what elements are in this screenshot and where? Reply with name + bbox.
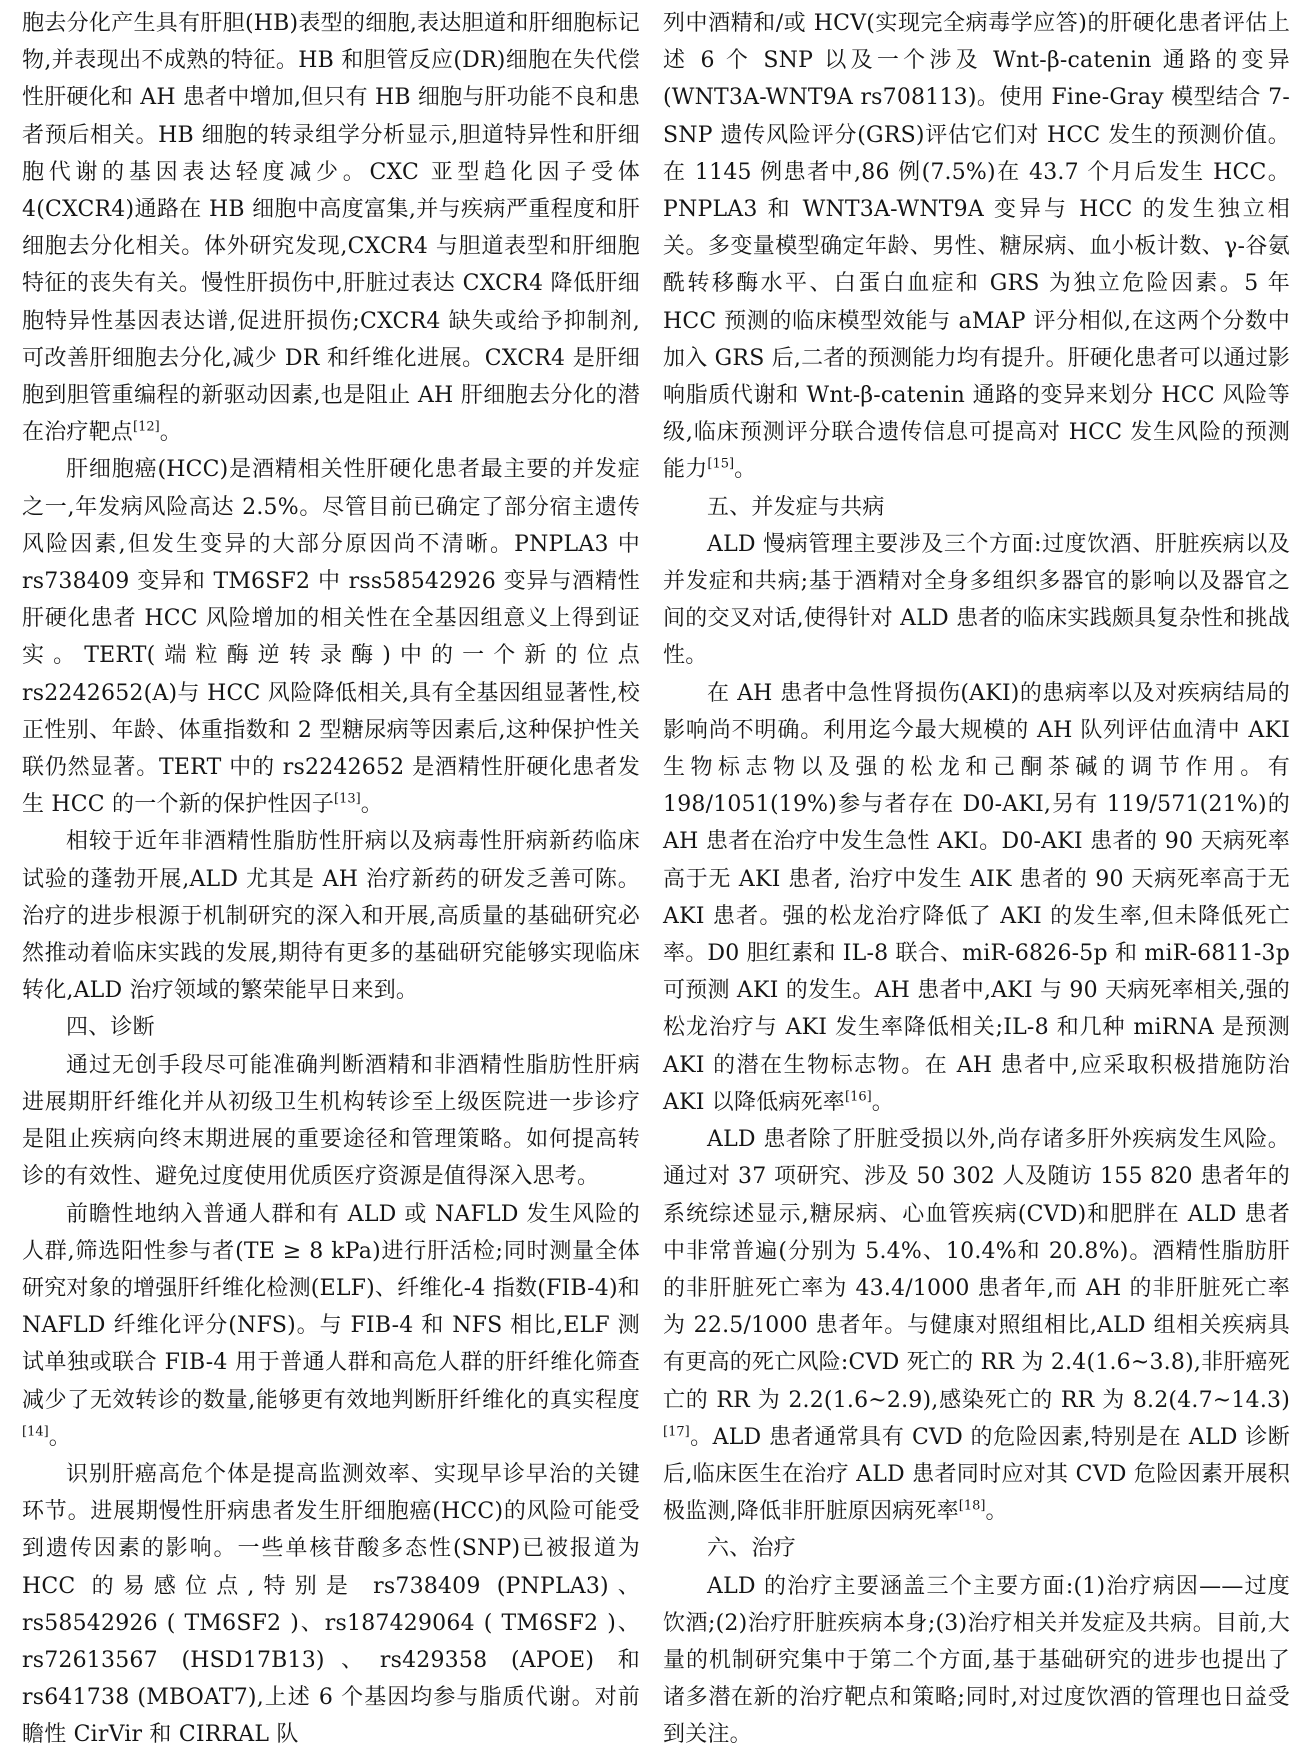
- text-run: 六、治疗: [707, 1536, 796, 1562]
- paragraph: [663, 526, 1290, 675]
- text-run: 。: [734, 457, 757, 483]
- paragraph: [22, 451, 640, 823]
- reference-marker: [16]: [845, 1089, 872, 1105]
- text-run: 。: [871, 1089, 894, 1115]
- paragraph: [22, 823, 640, 1009]
- left-column: [22, 5, 640, 1748]
- paragraph: [22, 1196, 640, 1456]
- text-run: 前瞻性地纳入普通人群和有 ALD 或 NAFLD 发生风险的人群,筛选阳性参与者(TE ≥ 8 kPa)进行肝活检;同时测量全体研究对象的增强肝纤维化检测(ELF)、纤维化-4 指数(FIB-4)和 NAFLD 纤维化评分(NFS)。与 FIB-4 和 NFS 相比,ELF 测试单独或联合 FIB-4 用于普通人群和高危人群的肝纤维化筛查减少了无效转诊的数量,能够更有效地判断肝纤维化的真实程度: [22, 1201, 640, 1413]
- text-run: ALD 患者除了肝脏受损以外,尚存诸多肝外疾病发生风险。通过对 37 项研究、涉及 50 302 人及随访 155 820 患者年的系统综述显示,糖尿病、心血管疾病(CVD)和肥胖在 ALD 患者中非常普遍(分别为 5.4%、10.4%和 20.8%)。酒精性脂肪肝的非肝脏死亡率为 43.4/1000 患者年,而 AH 的非肝脏死亡率为 22.5/1000 患者年。与健康对照组相比,ALD 组相关疾病具有更高的死亡风险:CVD 死亡的 RR 为 2.4(1.6~3.8),非肝癌死亡的 RR 为 2.2(1.6~2.9),感染死亡的 RR 为 8.2(4.7~14.3): [663, 1127, 1290, 1413]
- text-run: 。: [159, 420, 182, 446]
- text-run: ALD 慢病管理主要涉及三个方面:过度饮酒、肝脏疾病以及并发症和共病;基于酒精对全身多组织多器官的影响以及器官之间的交叉对话,使得针对 ALD 患者的临床实践颇具复杂性和挑战性。: [663, 531, 1290, 669]
- text-run: 五、并发症与共病: [707, 494, 885, 520]
- reference-marker: [18]: [958, 1498, 986, 1514]
- text-run: 四、诊断: [66, 1015, 155, 1041]
- text-run: 肝细胞癌(HCC)是酒精相关性肝硬化患者最主要的并发症之一,年发病风险高达 2.5%。尽管目前已确定了部分宿主遗传风险因素,但发生变异的大部分原因尚不清晰。PNPLA3 中 rs738409 变异和 TM6SF2 中 rss58542926 变异与酒精性肝硬化患者 HCC 风险增加的相关性在全基因组意义上得到证实。TERT(端粒酶逆转录酶)中的一个新的位点 rs2242652(A)与 HCC 风险降低相关,具有全基因组显著性,校正性别、年龄、体重指数和 2 型糖尿病等因素后,这种保护性关联仍然显著。TERT 中的 rs2242652 是酒精性肝硬化患者发生 HCC 的一个新的保护性因子: [22, 457, 640, 818]
- paragraph: [22, 1456, 640, 1754]
- section-heading: [663, 1530, 1290, 1567]
- text-run: 通过无创手段尽可能准确判断酒精和非酒精性脂肪性肝病进展期肝纤维化并从初级卫生机构转诊至上级医院进一步诊疗是阻止疾病向终末期进展的重要途径和管理策略。如何提高转诊的有效性、避免过度使用优质医疗资源是值得深入思考。: [22, 1052, 640, 1190]
- reference-marker: [13]: [334, 791, 361, 807]
- reference-marker: [14]: [22, 1424, 49, 1440]
- paragraph: [663, 5, 1290, 489]
- text-run: ALD 的治疗主要涵盖三个主要方面:(1)治疗病因——过度饮酒;(2)治疗肝脏疾病本身;(3)治疗相关并发症及共病。目前,大量的机制研究集中于第二个方面,基于基础研究的进步也提出了诸多潜在新的治疗靶点和策略;同时,对过度饮酒的管理也日益受到关注。: [663, 1573, 1290, 1748]
- text-run: 。: [48, 1424, 71, 1450]
- section-heading: [22, 1009, 640, 1046]
- text-run: 。: [985, 1499, 1008, 1525]
- text-run: 在 AH 患者中急性肾损伤(AKI)的患病率以及对疾病结局的影响尚不明确。利用迄今最大规模的 AH 队列评估血清中 AKI 生物标志物以及强的松龙和己酮茶碱的调节作用。有 198/1051(19%)参与者存在 D0-AKI,另有 119/571(21%)的 AH 患者在治疗中发生急性 AKI。D0-AKI 患者的 90 天病死率高于无 AKI 患者, 治疗中发生 AIK 患者的 90 天病死率高于无 AKI 患者。强的松龙治疗降低了 AKI 的发生率,但未降低死亡率。D0 胆红素和 IL-8 联合、miR-6826-5p 和 miR-6811-3p 可预测 AKI 的发生。AH 患者中,AKI 与 90 天病死率相关,强的松龙治疗与 AKI 发生率降低相关;IL-8 和几种 miRNA 是预测 AKI 的潜在生物标志物。在 AH 患者中,应采取积极措施防治 AKI 以降低病死率: [663, 680, 1290, 1115]
- text-run: 相较于近年非酒精性脂肪性肝病以及病毒性肝病新药临床试验的蓬勃开展,ALD 尤其是 AH 治疗新药的研发乏善可陈。治疗的进步根源于机制研究的深入和开展,高质量的基础研究必然推动着临床实践的发展,期待有更多的基础研究能够实现临床转化,ALD 治疗领域的繁荣能早日来到。: [22, 829, 640, 1004]
- reference-marker: [12]: [133, 419, 160, 435]
- paragraph: [663, 1121, 1290, 1530]
- paragraph: [22, 5, 640, 451]
- reference-marker: [15]: [707, 457, 735, 473]
- text-run: 列中酒精和/或 HCV(实现完全病毒学应答)的肝硬化患者评估上述 6 个 SNP 以及一个涉及 Wnt-β-catenin 通路的变异(WNT3A-WNT9A rs708113)。使用 Fine-Gray 模型结合 7-SNP 遗传风险评分(GRS)评估它们对 HCC 发生的预测价值。在 1145 例患者中,86 例(7.5%)在 43.7 个月后发生 HCC。PNPLA3 和 WNT3A-WNT9A 变异与 HCC 的发生独立相关。多变量模型确定年龄、男性、糖尿病、血小板计数、γ-谷氨酰转移酶水平、白蛋白血症和 GRS 为独立危险因素。5 年 HCC 预测的临床模型效能与 aMAP 评分相似,在这两个分数中加入 GRS 后,二者的预测能力均有提升。肝硬化患者可以通过影响脂质代谢和 Wnt-β-catenin 通路的变异来划分 HCC 风险等级,临床预测评分联合遗传信息可提高对 HCC 发生风险的预测能力: [663, 11, 1290, 483]
- reference-marker: [17]: [663, 1424, 690, 1440]
- text-run: 识别肝癌高危个体是提高监测效率、实现早诊早治的关键环节。进展期慢性肝病患者发生肝细胞癌(HCC)的风险可能受到遗传因素的影响。一些单核苷酸多态性(SNP)已被报道为 HCC 的易感位点,特别是 rs738409 (PNPLA3)、rs58542926 ( TM6SF2 )、rs187429064 ( TM6SF2 )、rs72613567 (HSD17B13)、rs429358 (APOE) 和 rs641738 (MBOAT7),上述 6 个基因均参与脂质代谢。对前瞻性 CirVir 和 CIRRAL 队: [22, 1461, 640, 1748]
- paragraph: [663, 1568, 1290, 1754]
- paragraph: [663, 675, 1290, 1121]
- right-column: [663, 5, 1290, 1748]
- text-run: 胞去分化产生具有肝胆(HB)表型的细胞,表达胆道和肝细胞标记物,并表现出不成熟的特征。HB 和胆管反应(DR)细胞在失代偿性肝硬化和 AH 患者中增加,但只有 HB 细胞与肝功能不良和患者预后相关。HB 细胞的转录组学分析显示,胆道特异性和肝细胞代谢的基因表达轻度减少。CXC 亚型趋化因子受体 4(CXCR4)通路在 HB 细胞中高度富集,并与疾病严重程度和肝细胞去分化相关。体外研究发现,CXCR4 与胆道表型和肝细胞特征的丧失有关。慢性肝损伤中,肝脏过表达 CXCR4 降低肝细胞特异性基因表达谱,促进肝损伤;CXCR4 缺失或给予抑制剂,可改善肝细胞去分化,减少 DR 和纤维化进展。CXCR4 是肝细胞到胆管重编程的新驱动因素,也是阻止 AH 肝细胞去分化的潜在治疗靶点: [22, 11, 640, 446]
- text-run: 。ALD 患者通常具有 CVD 的危险因素,特别是在 ALD 诊断后,临床医生在治疗 ALD 患者同时应对其 CVD 危险因素开展积极监测,降低非肝脏原因病死率: [663, 1424, 1290, 1525]
- text-run: 。: [360, 792, 383, 818]
- paragraph: [22, 1047, 640, 1196]
- section-heading: [663, 489, 1290, 526]
